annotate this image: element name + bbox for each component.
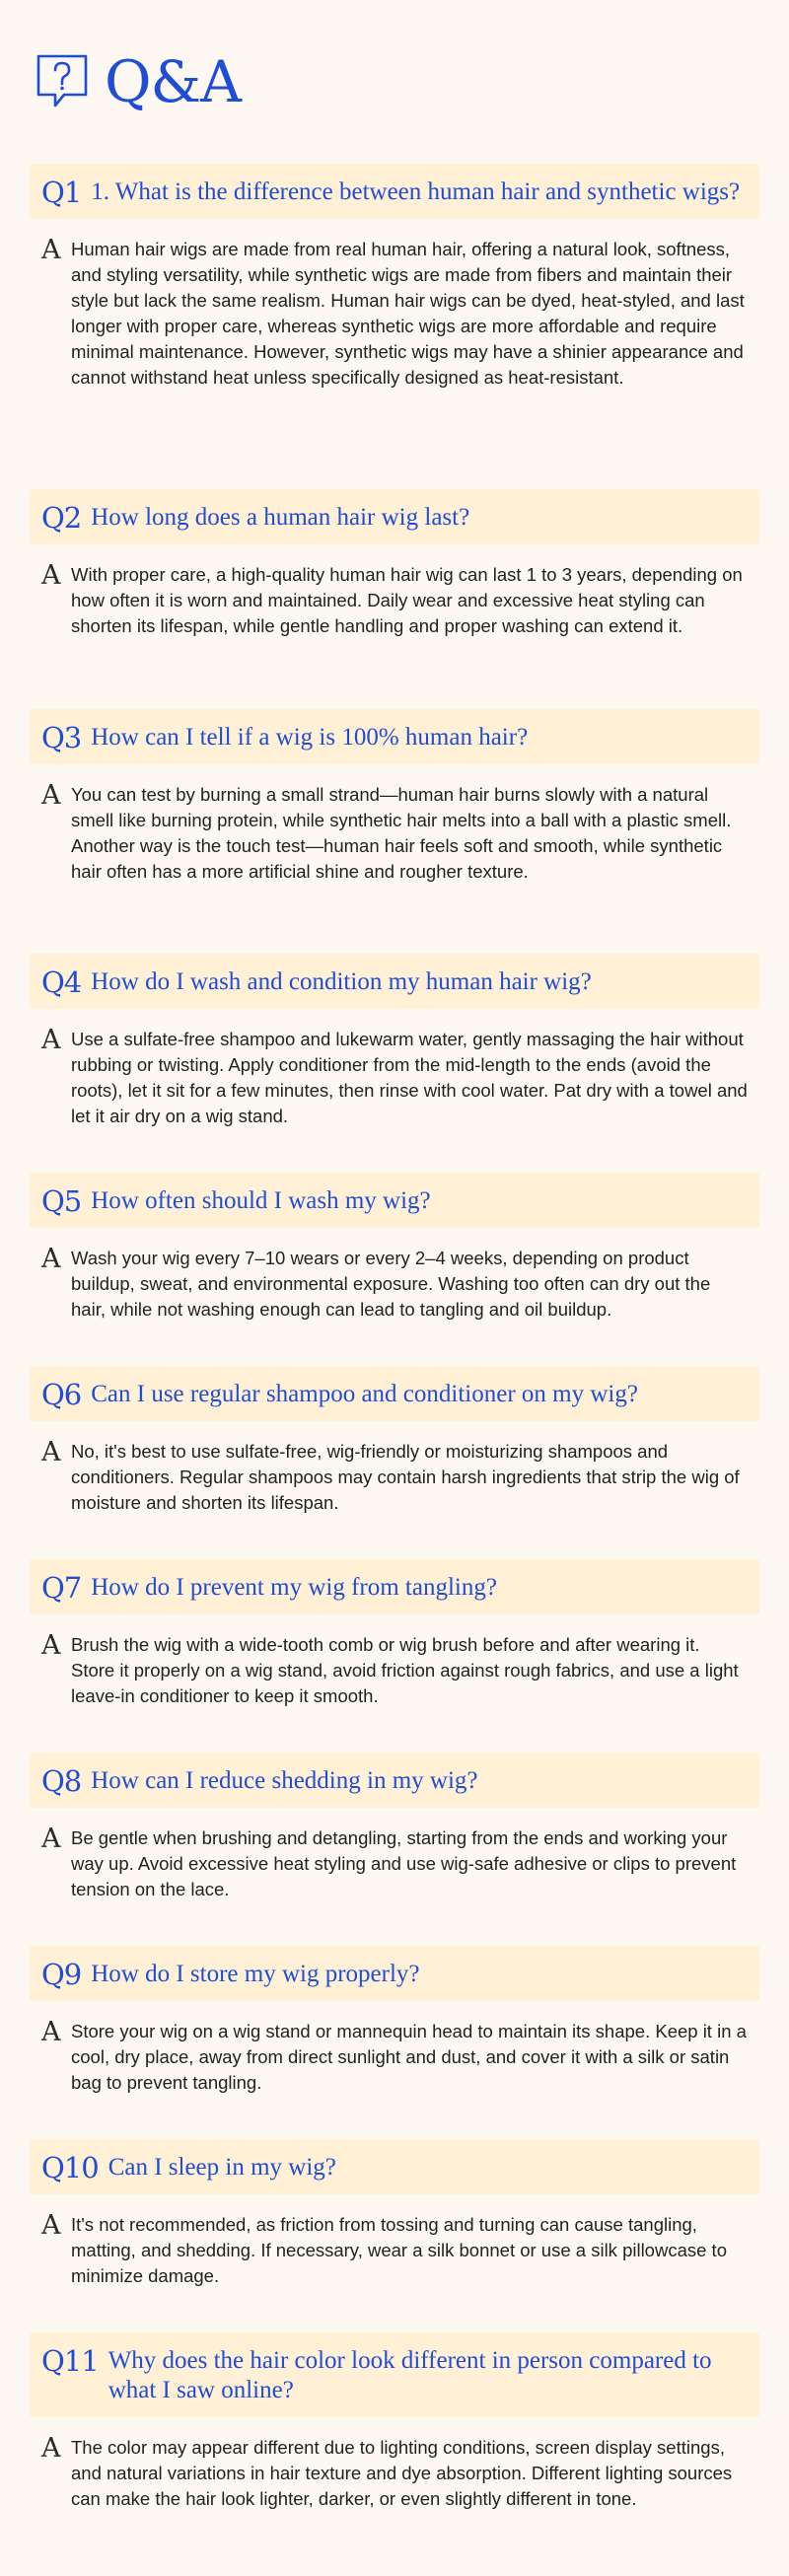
- answer-box: [30, 1808, 759, 1902]
- question-bubble-icon: [36, 53, 89, 110]
- question-box: [30, 489, 759, 544]
- question-box: [30, 2139, 759, 2194]
- faq-item-9: [30, 1946, 759, 2096]
- answer-text: Brush the wig with a wide-tooth comb or wig brush before and after wearing it. Store it properly on a wig stand, avoid friction against rough fabrics, and use a light leave-in conditioner to keep it smooth.: [71, 1634, 739, 1706]
- question-text: How can I reduce shedding in my wig?: [91, 1767, 478, 1794]
- answer-marker: A: [41, 2017, 61, 2047]
- answer-box: [30, 1421, 759, 1516]
- faq-item-4: [30, 954, 759, 1129]
- question-text: 1. What is the difference between human hair and synthetic wigs?: [91, 179, 741, 205]
- question-box: [30, 954, 759, 1009]
- answer-marker: A: [41, 780, 61, 811]
- answer-box: [30, 2001, 759, 2096]
- answer-text: Be gentle when brushing and detangling, starting from the ends and working your way up. Avoid excessive heat styling and use wig-safe adhesive or clips to prevent tension on the lace.: [71, 1827, 737, 1899]
- faq-item-3: [30, 709, 759, 885]
- question-text: Why does the hair color look different in person compared to what I saw online?: [108, 2347, 712, 2403]
- faq-header: [36, 49, 241, 114]
- answer-text: Use a sulfate-free shampoo and lukewarm water, gently massaging the hair without rubbing or twisting. Apply conditioner from the mid-length to the ends (avoid the roots), let it sit for a few minutes, then rinse with cool water. Pat dry with a towel and let it air dry on a wig stand.: [71, 1029, 748, 1126]
- answer-text: It's not recommended, as friction from tossing and turning can cause tangling, matting, and shedding. If necessary, wear a silk bonnet or use a silk pillowcase to minimize damage.: [71, 2214, 727, 2286]
- answer-box: [30, 2194, 759, 2289]
- answer-box: [30, 2417, 759, 2512]
- question-text: How often should I wash my wig?: [91, 1187, 431, 1214]
- answer-marker: A: [41, 560, 61, 591]
- answer-marker: A: [41, 235, 61, 265]
- question-number: Q1: [41, 176, 82, 209]
- answer-text: No, it's best to use sulfate-free, wig-friendly or moisturizing shampoos and conditioners. Regular shampoos may contain harsh ingredients that strip the wig of moisture and shorten its lifespan.: [71, 1441, 740, 1513]
- answer-marker: A: [41, 1824, 61, 1854]
- question-box: [30, 1559, 759, 1614]
- answer-text: The color may appear different due to lighting conditions, screen display settings, and natural variations in hair texture and dye absorption. Different lighting sources can make the hair look lighter, darker, or even slightly different in tone.: [71, 2437, 733, 2509]
- question-text: How can I tell if a wig is 100% human hair?: [91, 724, 529, 751]
- faq-item-11: [30, 2332, 759, 2512]
- question-box: [30, 1173, 759, 1228]
- faq-item-6: [30, 1366, 759, 1516]
- question-number: Q9: [41, 1958, 82, 1991]
- question-number: Q7: [41, 1571, 82, 1605]
- faq-item-5: [30, 1173, 759, 1323]
- answer-marker: A: [41, 1437, 61, 1467]
- answer-text: Human hair wigs are made from real human hair, offering a natural look, softness, and styling versatility, while synthetic wigs are made from fibers and maintain their style but lack the same realism. Human hair wigs can be dyed, heat-styled, and last longer with proper care, whereas synthetic wigs are more affordable and require minimal maintenance. However, synthetic wigs may have a shinier appearance and cannot withstand heat unless specifically designed as heat-resistant.: [71, 239, 745, 388]
- answer-box: [30, 219, 759, 391]
- faq-item-8: [30, 1753, 759, 1902]
- question-number: Q5: [41, 1184, 82, 1218]
- question-box: [30, 1366, 759, 1421]
- question-text: How do I wash and condition my human hair wig?: [91, 968, 592, 995]
- question-box: [30, 164, 759, 219]
- answer-box: [30, 1009, 759, 1129]
- question-number: Q3: [41, 721, 82, 754]
- answer-box: [30, 1614, 759, 1709]
- question-box: [30, 1946, 759, 2001]
- question-text: Can I use regular shampoo and conditioner on my wig?: [91, 1381, 638, 1407]
- answer-box: [30, 544, 759, 639]
- faq-item-1: [30, 164, 759, 391]
- answer-text: You can test by burning a small strand—human hair burns slowly with a natural smell like burning protein, while synthetic hair melts into a ball with a plastic smell. Another way is the touch test—human hair feels soft and smooth, while synthetic hair often has a more artificial shine and rougher texture.: [71, 784, 732, 882]
- question-number: Q2: [41, 501, 82, 535]
- question-number: Q11: [41, 2344, 99, 2378]
- question-number: Q4: [41, 966, 82, 999]
- question-number: Q8: [41, 1764, 82, 1798]
- question-box: [30, 709, 759, 764]
- answer-marker: A: [41, 2210, 61, 2241]
- page-title: Q&A: [105, 48, 242, 115]
- answer-marker: A: [41, 2433, 61, 2464]
- answer-text: Store your wig on a wig stand or mannequin head to maintain its shape. Keep it in a cool, dry place, away from direct sunlight and dust, and cover it with a silk or satin bag to prevent tangling.: [71, 2021, 747, 2093]
- question-text: How do I store my wig properly?: [91, 1961, 420, 1987]
- question-number: Q10: [41, 2151, 99, 2184]
- question-box: [30, 1753, 759, 1808]
- question-text: Can I sleep in my wig?: [108, 2154, 336, 2181]
- faq-item-2: [30, 489, 759, 639]
- question-number: Q6: [41, 1378, 82, 1411]
- answer-marker: A: [41, 1630, 61, 1661]
- faq-item-10: [30, 2139, 759, 2289]
- answer-marker: A: [41, 1244, 61, 1274]
- answer-text: With proper care, a high-quality human hair wig can last 1 to 3 years, depending on how often it is worn and maintained. Daily wear and excessive heat styling can shorten its lifespan, while gentle handling and proper washing can extend it.: [71, 564, 743, 636]
- answer-box: [30, 1228, 759, 1323]
- answer-box: [30, 764, 759, 885]
- faq-item-7: [30, 1559, 759, 1709]
- answer-text: Wash your wig every 7–10 wears or every 2–4 weeks, depending on product buildup, sweat, and environmental exposure. Washing too often can dry out the hair, while not washing enough can lead to tangling and oil buildup.: [71, 1248, 711, 1320]
- question-text: How do I prevent my wig from tangling?: [91, 1574, 497, 1601]
- question-text: How long does a human hair wig last?: [91, 504, 470, 531]
- answer-marker: A: [41, 1025, 61, 1055]
- question-box: [30, 2332, 759, 2417]
